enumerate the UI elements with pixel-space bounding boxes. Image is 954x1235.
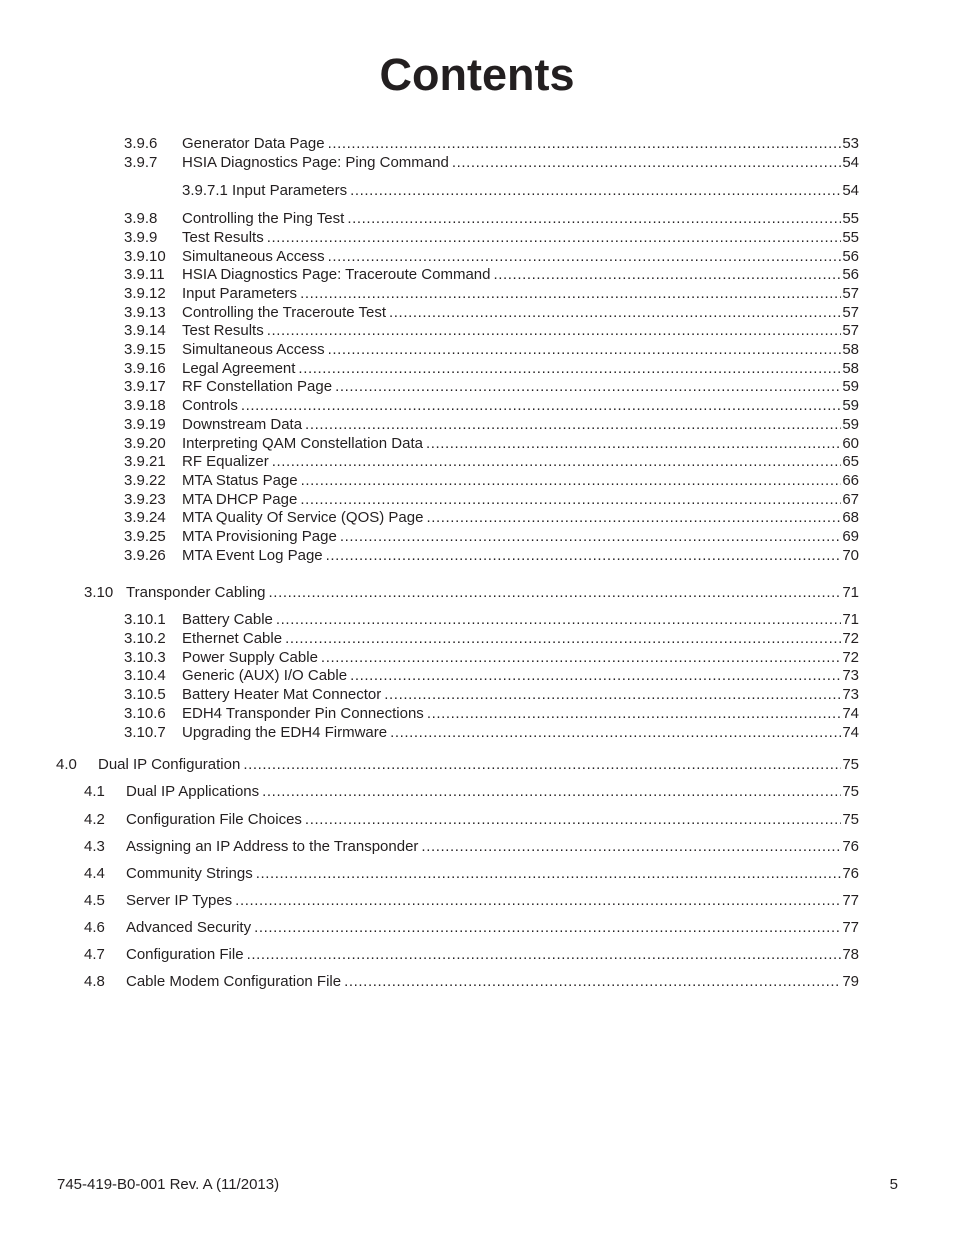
toc-entry-number: 3.9.17 [124, 378, 166, 395]
dot-leader [427, 704, 842, 723]
toc-entry-number: 3.9.26 [124, 547, 166, 564]
toc-entry-label: Configuration File Choices [126, 811, 302, 828]
toc-entry[interactable] [124, 546, 859, 565]
dot-leader [390, 723, 841, 742]
toc-entry-number: 3.9.16 [124, 360, 166, 377]
dot-leader [328, 247, 842, 266]
footer-page-number: 5 [889, 1176, 898, 1193]
toc-entry-label: Controlling the Ping Test [182, 210, 345, 227]
dot-leader [326, 546, 842, 565]
toc-entry-number: 4.1 [84, 783, 105, 800]
toc-entry-label: Simultaneous Access [182, 248, 325, 265]
dot-leader [305, 415, 841, 434]
dot-leader [256, 864, 842, 883]
toc-entry-label: Generic (AUX) I/O Cable [182, 667, 348, 684]
toc-entry-number: 3.9.20 [124, 435, 166, 452]
toc-entry-page: 72 [842, 630, 859, 647]
toc-entry-page: 65 [842, 453, 859, 470]
toc-entry-page: 71 [842, 611, 859, 628]
toc-entry-number: 3.9.21 [124, 453, 166, 470]
toc-entry-page: 68 [842, 509, 859, 526]
toc-entry-label: Test Results [182, 229, 264, 246]
toc-entry[interactable] [124, 228, 859, 247]
dot-leader [426, 508, 841, 527]
toc-entry-label: Cable Modem Configuration File [126, 973, 342, 990]
toc-entry-page: 54 [842, 154, 859, 171]
toc-entry-number: 4.6 [84, 919, 105, 936]
toc-entry-number: 3.9.10 [124, 248, 166, 265]
toc-entry-number: 3.9.18 [124, 397, 166, 414]
toc-entry-page: 79 [842, 973, 859, 990]
toc-entry-label: Dual IP Configuration [98, 756, 241, 773]
dot-leader [344, 972, 841, 991]
dot-leader [247, 945, 842, 964]
dot-leader [328, 134, 842, 153]
toc-entry-page: 66 [842, 472, 859, 489]
toc-entry[interactable] [84, 583, 859, 602]
dot-leader [384, 685, 841, 704]
toc-entry-number: 3.9.7 [124, 154, 158, 171]
toc-entry-number: 3.10.1 [124, 611, 166, 628]
page-title: Contents [379, 49, 575, 100]
dot-leader [272, 452, 842, 471]
toc-entry[interactable] [124, 629, 859, 648]
toc-entry[interactable] [124, 471, 859, 490]
toc-entry[interactable] [84, 864, 859, 883]
toc-entry-page: 67 [842, 491, 859, 508]
toc-entry-label: Advanced Security [126, 919, 252, 936]
toc-entry-number: 3.10 [84, 584, 114, 601]
toc-entry-label: 3.9.7.1 Input Parameters [182, 182, 348, 199]
dot-leader [262, 782, 841, 801]
toc-entry-page: 75 [842, 783, 859, 800]
dot-leader [243, 755, 841, 774]
footer-doc-id: 745-419-B0-001 Rev. A (11/2013) [57, 1176, 280, 1193]
dot-leader [276, 610, 841, 629]
dot-leader [285, 629, 841, 648]
toc-entry[interactable] [84, 810, 859, 829]
toc-entry-number: 3.9.9 [124, 229, 158, 246]
toc-entry[interactable] [84, 945, 859, 964]
toc-entry[interactable] [124, 340, 859, 359]
toc-entry-label: Upgrading the EDH4 Firmware [182, 724, 388, 741]
toc-entry-page: 58 [842, 360, 859, 377]
toc-entry[interactable] [124, 704, 859, 723]
toc-entry-label: Legal Agreement [182, 360, 296, 377]
toc-entry-page: 59 [842, 378, 859, 395]
toc-entry-number: 3.10.4 [124, 667, 166, 684]
toc-entry-number: 3.9.15 [124, 341, 166, 358]
toc-entry[interactable] [124, 134, 859, 153]
toc-entry-page: 73 [842, 686, 859, 703]
toc-entry-number: 3.9.6 [124, 135, 158, 152]
toc-entry-label: Ethernet Cable [182, 630, 283, 647]
dot-leader [452, 153, 842, 172]
toc-entry[interactable] [124, 153, 859, 172]
dot-leader [300, 490, 841, 509]
dot-leader [254, 918, 841, 937]
toc-entry-page: 59 [842, 397, 859, 414]
toc-entry-label: Simultaneous Access [182, 341, 325, 358]
toc-entry[interactable] [124, 490, 859, 509]
toc-entry-number: 3.9.13 [124, 304, 166, 321]
dot-leader [267, 321, 842, 340]
toc-entry-page: 59 [842, 416, 859, 433]
toc-entry-number: 3.9.19 [124, 416, 166, 433]
toc-entry-page: 78 [842, 946, 859, 963]
toc-entry[interactable] [84, 782, 859, 801]
toc-entry[interactable] [84, 972, 859, 991]
dot-leader [328, 340, 842, 359]
dot-leader [347, 209, 841, 228]
dot-leader [298, 359, 841, 378]
toc-entry-number: 3.9.12 [124, 285, 166, 302]
toc-entry-label: MTA Provisioning Page [182, 528, 337, 545]
toc-entry-number: 4.0 [56, 756, 77, 773]
toc-entry-label: Test Results [182, 322, 264, 339]
toc-entry-page: 69 [842, 528, 859, 545]
toc-entry-page: 77 [842, 919, 859, 936]
toc-entry-page: 55 [842, 229, 859, 246]
toc-entry-page: 76 [842, 865, 859, 882]
dot-leader [267, 228, 842, 247]
toc-entry[interactable] [124, 321, 859, 340]
toc-entry-page: 60 [842, 435, 859, 452]
toc-entry-label: Dual IP Applications [126, 783, 260, 800]
dot-leader [300, 284, 841, 303]
toc-entry-page: 55 [842, 210, 859, 227]
toc-entry-number: 4.8 [84, 973, 105, 990]
toc-entry-label: RF Constellation Page [182, 378, 333, 395]
toc-entry[interactable] [124, 303, 859, 322]
toc-entry-page: 58 [842, 341, 859, 358]
toc-entry-number: 3.10.7 [124, 724, 166, 741]
toc-entry[interactable] [124, 434, 859, 453]
toc-entry[interactable] [124, 648, 859, 667]
toc-entry-number: 4.2 [84, 811, 105, 828]
toc-entry-number: 4.4 [84, 865, 105, 882]
dot-leader [305, 810, 841, 829]
toc-entry-number: 3.9.11 [124, 266, 165, 283]
toc-entry-number: 4.5 [84, 892, 105, 909]
toc-entry-page: 71 [842, 584, 859, 601]
toc-entry-page: 75 [842, 756, 859, 773]
toc-entry[interactable] [84, 891, 859, 910]
dot-leader [321, 648, 841, 667]
toc-entry-label: HSIA Diagnostics Page: Ping Command [182, 154, 449, 171]
toc-entry-label: Battery Cable [182, 611, 273, 628]
toc-entry[interactable] [124, 610, 859, 629]
toc-entry[interactable] [182, 181, 859, 200]
toc-entry-label: EDH4 Transponder Pin Connections [182, 705, 424, 722]
toc-entry[interactable] [124, 452, 859, 471]
dot-leader [350, 666, 841, 685]
toc-entry-number: 3.9.14 [124, 322, 166, 339]
toc-entry-number: 3.9.22 [124, 472, 166, 489]
toc-entry-number: 3.9.8 [124, 210, 158, 227]
toc-entry-number: 3.10.5 [124, 686, 166, 703]
toc-entry-label: Configuration File [126, 946, 244, 963]
toc-entry-page: 77 [842, 892, 859, 909]
toc-entry[interactable] [124, 209, 859, 228]
dot-leader [235, 891, 841, 910]
toc-entry-number: 3.9.23 [124, 491, 166, 508]
toc-entry-page: 74 [842, 705, 859, 722]
toc-entry[interactable] [124, 265, 859, 284]
toc-entry-page: 75 [842, 811, 859, 828]
toc-entry-page: 56 [842, 266, 859, 283]
toc-entry-page: 57 [842, 285, 859, 302]
dot-leader [493, 265, 841, 284]
toc-entry-page: 73 [842, 667, 859, 684]
toc-entry-label: MTA Event Log Page [182, 547, 323, 564]
toc-entry[interactable] [124, 508, 859, 527]
toc-entry-label: MTA DHCP Page [182, 491, 298, 508]
toc-entry-number: 3.10.3 [124, 649, 166, 666]
toc-entry-label: Transponder Cabling [126, 584, 266, 601]
toc-entry[interactable] [124, 527, 859, 546]
toc-entry-number: 3.10.6 [124, 705, 166, 722]
toc-entry[interactable] [56, 755, 859, 774]
toc-entry-label: Controlling the Traceroute Test [182, 304, 387, 321]
toc-entry-label: RF Equalizer [182, 453, 269, 470]
toc-entry-number: 3.9.25 [124, 528, 166, 545]
toc-entry-label: Power Supply Cable [182, 649, 318, 666]
toc-entry[interactable] [124, 396, 859, 415]
toc-entry-number: 4.3 [84, 838, 105, 855]
toc-entry[interactable] [124, 723, 859, 742]
toc-entry[interactable] [124, 685, 859, 704]
dot-leader [421, 837, 841, 856]
toc-entry-label: HSIA Diagnostics Page: Traceroute Command [182, 266, 491, 283]
toc-entry[interactable] [124, 284, 859, 303]
toc-entry[interactable] [84, 918, 859, 937]
toc-entry[interactable] [124, 415, 859, 434]
toc-entry-label: Community Strings [126, 865, 253, 882]
toc-entry-label: MTA Status Page [182, 472, 298, 489]
toc-entry-page: 57 [842, 322, 859, 339]
toc-entry-label: Controls [182, 397, 238, 414]
dot-leader [241, 396, 841, 415]
toc-entry-page: 57 [842, 304, 859, 321]
toc-entry[interactable] [84, 837, 859, 856]
toc-entry-label: Assigning an IP Address to the Transponder [126, 838, 419, 855]
toc-entry[interactable] [124, 377, 859, 396]
dot-leader [426, 434, 841, 453]
toc-entry-number: 3.10.2 [124, 630, 166, 647]
toc-entry-label: Input Parameters [182, 285, 298, 302]
toc-entry-label: Generator Data Page [182, 135, 325, 152]
toc-entry-page: 54 [842, 182, 859, 199]
dot-leader [389, 303, 841, 322]
toc-entry[interactable] [124, 247, 859, 266]
toc-entry-label: MTA Quality Of Service (QOS) Page [182, 509, 424, 526]
toc-entry-label: Downstream Data [182, 416, 303, 433]
toc-entry[interactable] [124, 666, 859, 685]
toc-entry-label: Server IP Types [126, 892, 233, 909]
dot-leader [269, 583, 842, 602]
toc-entry-label: Interpreting QAM Constellation Data [182, 435, 423, 452]
toc-entry-number: 4.7 [84, 946, 105, 963]
toc-entry-page: 53 [842, 135, 859, 152]
dot-leader [301, 471, 842, 490]
toc-entry-page: 56 [842, 248, 859, 265]
toc-entry-label: Battery Heater Mat Connector [182, 686, 382, 703]
toc-entry-number: 3.9.24 [124, 509, 166, 526]
dot-leader [340, 527, 842, 546]
toc-entry-page: 72 [842, 649, 859, 666]
toc-entry[interactable] [124, 359, 859, 378]
toc-entry-page: 70 [842, 547, 859, 564]
dot-leader [350, 181, 841, 200]
toc-entry-page: 74 [842, 724, 859, 741]
toc-entry-page: 76 [842, 838, 859, 855]
dot-leader [335, 377, 841, 396]
